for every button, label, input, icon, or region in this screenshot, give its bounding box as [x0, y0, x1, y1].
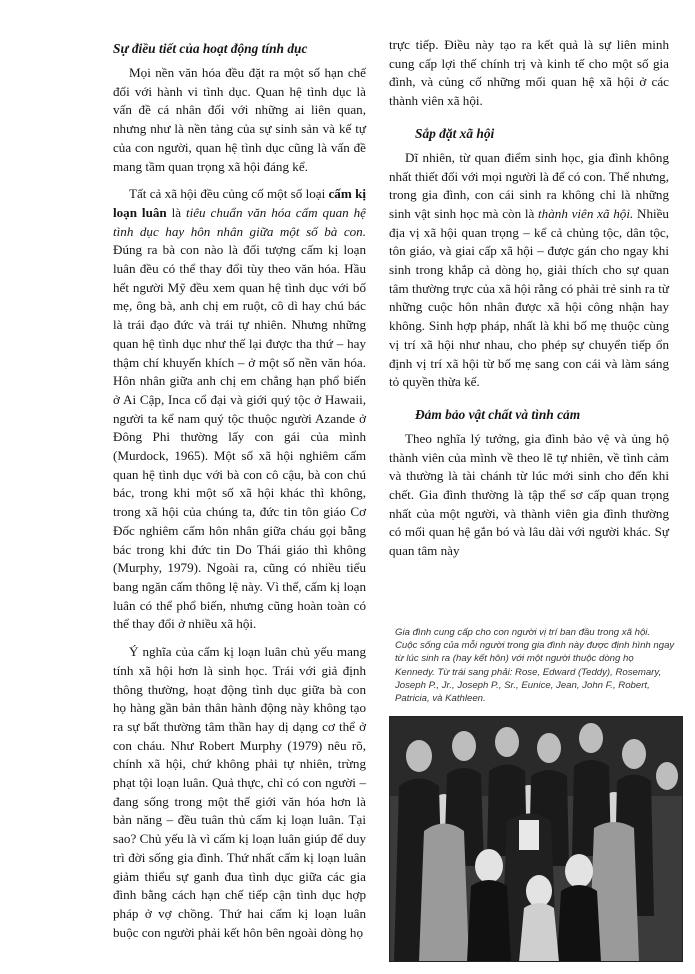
text-span: Dĩ nhiên, từ quan điểm sinh học, gia đình không nhất thiết đối với mọi người là để có con. Thế nhưng, trong gia đình, con cái sinh ra không chỉ là những sinh vật sinh học mà còn là	[389, 149, 669, 221]
term-bold: cấm kị loạn luân	[113, 186, 366, 220]
section-heading-sexual-regulation: Sự điều tiết của hoạt động tính dục	[113, 41, 308, 56]
photo-caption: Gia đình cung cấp cho con người vị trí ban đầu trong xã hội. Cuộc sống của mỗi người trong gia đình này được định hình ngay từ lúc sinh ra (hay kết hôn) với một người thuộc dòng họ Kennedy. Từ trái sang phải: Rose, Edward (Teddy), Rosemary, Joseph P., Jr., Joseph P., Sr., Eunice, Jean, John F., Robert, Patricia, và Kathleen.	[395, 627, 675, 705]
paragraph	[389, 149, 669, 392]
section-heading-social-placement: Sắp đặt xã hội	[415, 125, 495, 141]
text-span: là	[166, 204, 186, 220]
paragraph: Theo nghĩa lý tưởng, gia đình bảo vệ và ủng hộ thành viên của mình về theo lẽ tự nhiên, về tình cảm và thường là tài chánh từ lúc mới sinh cho đến khi chết. Gia đình thường là tập thể sơ cấp quan trọng nhất của một người, và thành viên gia đình thường có mối quan hệ gắn bó và lâu dài với người khác. Sự quan tâm này	[389, 430, 669, 559]
paragraph-incest-taboo	[113, 185, 366, 634]
left-column	[113, 40, 366, 951]
definition-italic: tiêu chuẩn văn hóa cấm quan hệ tình dục hay hôn nhân giữa một số bà con.	[113, 204, 366, 239]
term-italic: thành viên xã hội.	[538, 205, 634, 221]
family-photo-icon	[389, 716, 683, 962]
paragraph: Ý nghĩa của cấm kị loạn luân chủ yếu mang tính xã hội hơn là sinh học. Trái với giả định thông thường, hoạt động tình dục giữa bà con họ hàng gần bản thân hành động này không tạo ra sự bất thường tâm thần hay dị dạng cơ thể ở con cháu. Như Robert Murphy (1979) nêu rõ, chính xã hội, chứ không phải tự nhiên, trừng phạt tội loạn luân. Quả thực, chỉ có con người – đang sống trong một thế giới văn hóa hơn là bản năng – đều tuân thủ cấm kị loạn luân. Tại sao? Chủ yếu là vì cấm kị loạn luân giúp để duy trì đời sống gia đình. Thứ nhất cấm kị loạn luân giảm thiểu sự ganh đua tình dục giữa các gia đình bằng cách hạn chế tiếp cận tình dục hợp pháp ở vợ chồng. Thứ hai cấm kị loạn luân buộc con người phải kết hôn bên ngoài dòng họ	[113, 644, 366, 940]
text-span: Nhiều địa vị xã hội quan trọng – kể cả chủng tộc, dân tộc, tôn giáo, và giai cấp xã hội – được gán cho ngay khi sinh trong khắp cả dòng họ, giải thích cho sự quan tâm thường trực của xã hội rằng có phải trẻ sinh ra từ những cuộc hôn nhân được xã hội công nhận hay không. Sinh hợp pháp, nhất là khi bố mẹ thuộc cùng vị trí xã hội như nhau, cho phép sự chuyển tiếp ổn định vị trí xã hội từ bố mẹ sang con cái và làm sáng tỏ quyền thừa kế.	[389, 205, 669, 390]
family-photo	[389, 716, 683, 962]
right-column	[389, 36, 669, 570]
section-heading-material-emotional-security: Đảm bảo vật chất và tình cảm	[415, 406, 581, 422]
text-span: Tất cả xã hội đều củng cố một số loại	[129, 186, 329, 202]
paragraph: Mọi nền văn hóa đều đặt ra một số hạn chế đối với hành vi tình dục. Quan hệ tình dục là vấn đề cá nhân đối với những ai liên quan, nhưng như là nền tảng của sự sinh sản và kế tự của con người, quan hệ tình dục cũng là vấn đề mang tầm quan trọng xã hội đáng kể.	[113, 65, 366, 174]
paragraph-continued: trực tiếp. Điều này tạo ra kết quả là sự liên minh cung cấp lợi thế chính trị và kinh tế cho một số gia đình, và củng cố những mối quan hệ xã hội ở các thành viên xã hội.	[389, 37, 669, 109]
text-span: Đúng ra bà con nào là đối tượng cấm kị loạn luân đều có thể thay đổi tùy theo văn hóa. Hầu hết người Mỹ đều xem quan hệ tình dục với bố mẹ, ông bà, anh chị em ruột, cô dì hay chú bác là trái đạo đức và trái tự nhiên. Nhưng những quan hệ tình dục như thế lại được tha thứ – hay thậm chí khuyến khích – ở một số nền văn hóa. Hôn nhân giữa anh chị em chẳng hạn phổ biến ở Ai Cập, Inca cổ đại và giới quý tộc ở Hawaii, người ta kể nam quý tộc thuộc người Azande ở Đông Phi thường lấy con gái của mình (Murdock, 1965). Một số xã hội nghiêm cấm quan hệ tình dục với bà con cô cậu, bà con chú bác, trong khi một số xã hội khác thì không, trong xã hội của chúng ta, đức tin tôn giáo Cơ Đốc nghiêm cấm hôn nhân giữa cháu gọi bằng bác trong khi đức tin Do Thái giáo thì không (Murphy, 1979). Ngoài ra, cũng có nhiều tiểu bang ngăn cấm thông lệ này. Vì thế, cấm kị loạn luân có thể phổ biến, nhưng cũng hoàn toàn có thể thay đổi ở nhiều xã hội.	[113, 242, 366, 632]
